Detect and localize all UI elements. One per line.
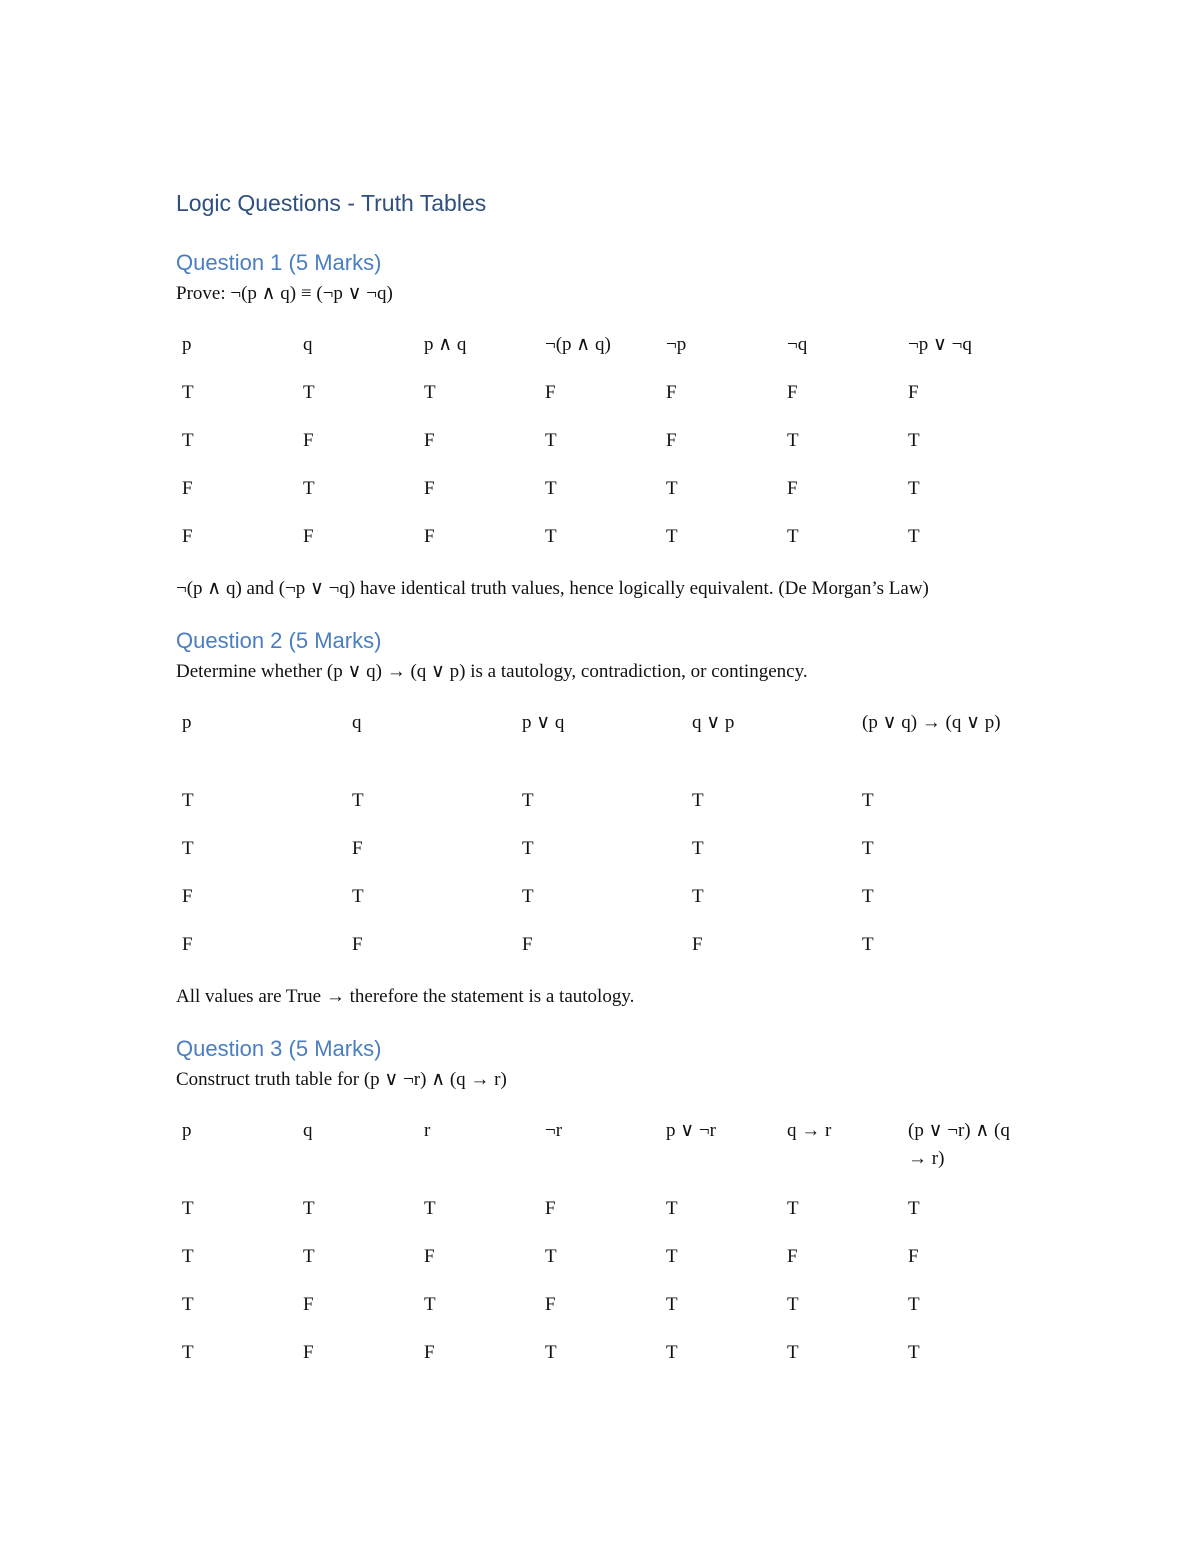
column-header: q → r	[787, 1120, 832, 1141]
column-header: q	[303, 1120, 313, 1141]
table-cell: T	[522, 790, 534, 811]
table-cell: T	[303, 478, 315, 499]
column-header: ¬p	[666, 334, 687, 355]
table-row	[176, 1339, 1027, 1387]
table-cell: T	[908, 1342, 920, 1363]
table-cell: T	[862, 790, 874, 811]
table-cell: F	[522, 934, 533, 955]
question-1-prompt: Prove: ¬(p ∧ q) ≡ (¬p ∨ ¬q)	[176, 283, 393, 304]
table-cell: T	[545, 526, 557, 547]
table-row	[176, 475, 1023, 523]
table-cell: T	[303, 1246, 315, 1267]
table-cell: T	[666, 526, 678, 547]
table-cell: T	[545, 1342, 557, 1363]
table-cell: T	[424, 1198, 436, 1219]
table-cell: F	[303, 526, 314, 547]
table-cell: F	[424, 1246, 435, 1267]
column-header: q ∨ p	[692, 712, 735, 733]
table-cell: F	[692, 934, 703, 955]
page-title: Logic Questions - Truth Tables	[176, 190, 487, 216]
table-cell: T	[666, 478, 678, 499]
column-header: p ∨ q	[522, 712, 565, 733]
table-cell: F	[303, 1294, 314, 1315]
column-header: ¬p ∨ ¬q	[908, 334, 972, 355]
table-cell: T	[666, 1198, 678, 1219]
table-cell: T	[182, 1198, 194, 1219]
table-cell: F	[545, 382, 556, 403]
question-3	[176, 1033, 1036, 1387]
table-cell: T	[303, 1198, 315, 1219]
table-header-row	[176, 1117, 1027, 1195]
table-cell: F	[545, 1198, 556, 1219]
column-header: p	[182, 1120, 192, 1141]
table-cell: T	[862, 886, 874, 907]
column-header: (p ∨ ¬r) ∧ (q → r)	[908, 1120, 1010, 1169]
column-header: p ∧ q	[424, 334, 467, 355]
question-1	[176, 247, 1036, 603]
table-cell: T	[666, 1246, 678, 1267]
question-1-heading: Question 1 (5 Marks)	[176, 250, 382, 275]
question-2	[176, 625, 1036, 1011]
table-cell: F	[303, 1342, 314, 1363]
table-cell: T	[522, 838, 534, 859]
table-cell: F	[424, 430, 435, 451]
table-cell: F	[908, 1246, 919, 1267]
table-cell: T	[352, 790, 364, 811]
table-cell: F	[424, 478, 435, 499]
table-cell: T	[182, 838, 194, 859]
table-header-row	[176, 331, 1023, 379]
table-cell: T	[692, 790, 704, 811]
table-cell: T	[908, 526, 920, 547]
table-cell: T	[787, 1342, 799, 1363]
table-cell: T	[787, 526, 799, 547]
table-cell: T	[787, 1198, 799, 1219]
table-cell: T	[908, 1294, 920, 1315]
table-cell: T	[862, 934, 874, 955]
table-header-row	[176, 709, 1021, 787]
question-2-prompt: Determine whether (p ∨ q) → (q ∨ p) is a tautology, contradiction, or contingency.	[176, 661, 808, 682]
table-row	[176, 931, 1021, 979]
table-row	[176, 1243, 1027, 1291]
column-header: q	[303, 334, 313, 355]
table-cell: T	[692, 838, 704, 859]
table-cell: F	[182, 526, 193, 547]
column-header: ¬q	[787, 334, 808, 355]
table-cell: F	[787, 382, 798, 403]
truth-table-1	[176, 331, 1023, 571]
table-cell: F	[787, 1246, 798, 1267]
table-cell: F	[545, 1294, 556, 1315]
truth-table-2	[176, 709, 1021, 979]
table-cell: T	[182, 430, 194, 451]
question-1-conclusion: ¬(p ∧ q) and (¬p ∨ ¬q) have identical truth values, hence logically equivalent. (De Morgan’s Law)	[176, 578, 929, 599]
column-header: ¬r	[545, 1120, 563, 1141]
table-cell: T	[424, 382, 436, 403]
column-header: r	[424, 1120, 431, 1141]
table-cell: F	[182, 934, 193, 955]
question-2-heading: Question 2 (5 Marks)	[176, 628, 382, 653]
table-row	[176, 1195, 1027, 1243]
table-cell: F	[352, 934, 363, 955]
column-header: p	[182, 712, 192, 733]
table-row	[176, 835, 1021, 883]
table-cell: F	[424, 526, 435, 547]
question-2-conclusion: All values are True → therefore the statement is a tautology.	[176, 986, 635, 1007]
table-cell: T	[908, 478, 920, 499]
table-cell: T	[182, 1294, 194, 1315]
table-cell: T	[182, 382, 194, 403]
table-cell: T	[908, 1198, 920, 1219]
table-cell: T	[692, 886, 704, 907]
table-cell: T	[666, 1342, 678, 1363]
column-header: q	[352, 712, 362, 733]
table-cell: F	[182, 886, 193, 907]
table-cell: F	[424, 1342, 435, 1363]
table-cell: T	[545, 430, 557, 451]
column-header: p	[182, 334, 192, 355]
table-cell: F	[666, 430, 677, 451]
table-cell: T	[352, 886, 364, 907]
document-page	[176, 185, 1036, 1387]
table-cell: T	[545, 1246, 557, 1267]
table-row	[176, 787, 1021, 835]
table-cell: F	[787, 478, 798, 499]
table-row	[176, 883, 1021, 931]
column-header: ¬(p ∧ q)	[545, 334, 611, 355]
table-cell: T	[424, 1294, 436, 1315]
table-row	[176, 1291, 1027, 1339]
table-cell: T	[545, 478, 557, 499]
table-cell: T	[666, 1294, 678, 1315]
table-row	[176, 523, 1023, 571]
table-cell: T	[862, 838, 874, 859]
table-cell: F	[352, 838, 363, 859]
truth-table-3	[176, 1117, 1027, 1387]
table-cell: T	[303, 382, 315, 403]
column-header: p ∨ ¬r	[666, 1120, 716, 1141]
table-cell: T	[908, 430, 920, 451]
table-cell: T	[522, 886, 534, 907]
table-row	[176, 427, 1023, 475]
question-3-prompt: Construct truth table for (p ∨ ¬r) ∧ (q → r)	[176, 1069, 507, 1090]
table-cell: F	[303, 430, 314, 451]
table-cell: F	[666, 382, 677, 403]
table-cell: F	[182, 478, 193, 499]
table-cell: F	[908, 382, 919, 403]
column-header: (p ∨ q) → (q ∨ p)	[862, 712, 1001, 733]
question-3-heading: Question 3 (5 Marks)	[176, 1036, 382, 1061]
table-cell: T	[787, 430, 799, 451]
table-row	[176, 379, 1023, 427]
table-cell: T	[787, 1294, 799, 1315]
table-cell: T	[182, 1342, 194, 1363]
table-cell: T	[182, 790, 194, 811]
table-cell: T	[182, 1246, 194, 1267]
